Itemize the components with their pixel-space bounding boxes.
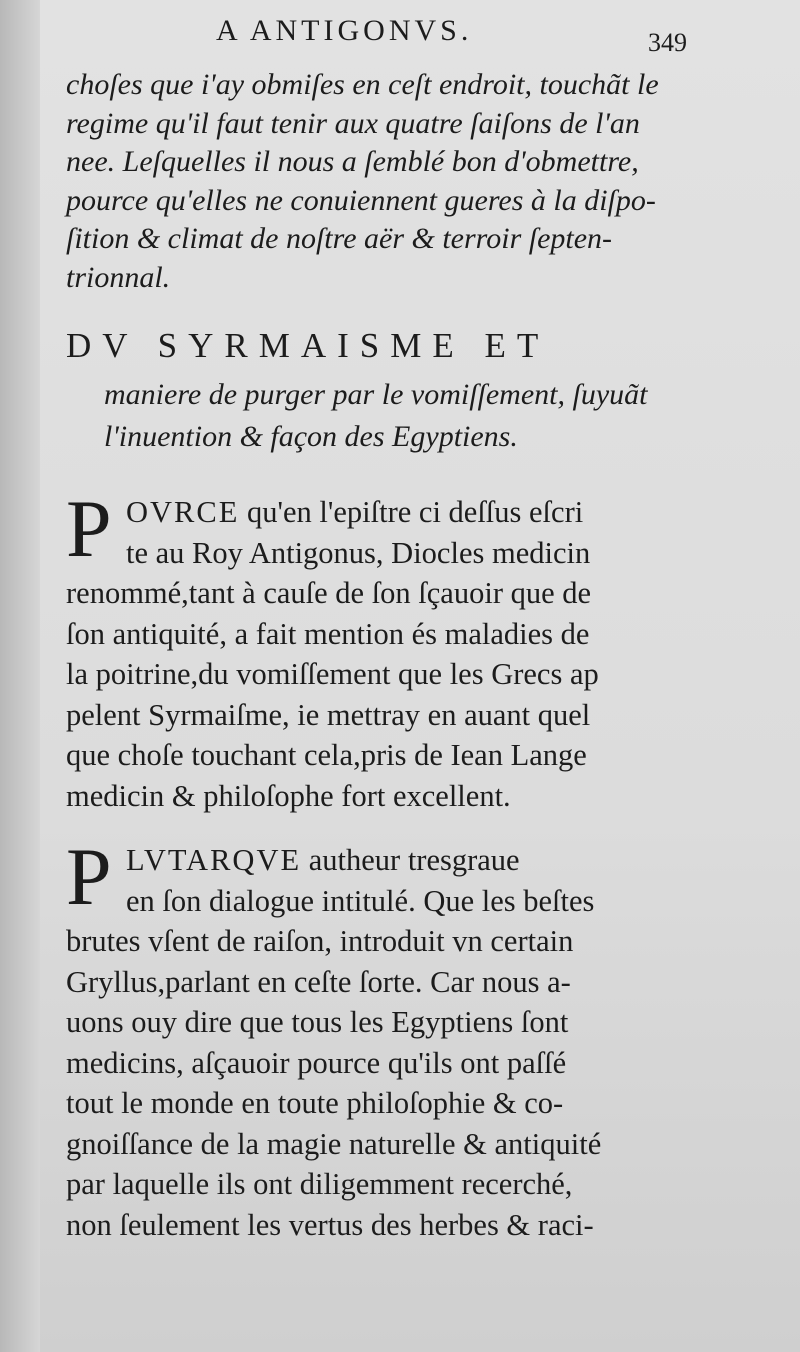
text-line [66, 840, 706, 881]
page-number: 349 [648, 28, 687, 57]
text-line: que choſe touchant cela,pris de Iean Lange [66, 738, 587, 772]
text-line: brutes vſent de raiſon, introduit vn certain [66, 924, 574, 958]
text-line: pource qu'elles ne conuiennent gueres à la diſpo- [66, 183, 656, 217]
text-line: l'inuention & façon des Egyptiens. [104, 420, 518, 453]
line-rest: qu'en l'epiſtre ci deſſus eſcri [239, 495, 584, 529]
text-line: ſon antiquité, a fait mention és maladies de [66, 616, 590, 651]
text-line: pelent Syrmaiſme, ie mettray en auant quel [66, 697, 591, 732]
text-line: la poitrine,du vomiſſement que les Grecs ap [66, 657, 599, 691]
text-line: nee. Leſquelles il nous a ſemblé bon d'obmettre, [66, 145, 639, 178]
text-line: gnoiſſance de la magie naturelle & antiquité [66, 1126, 602, 1161]
text-line: par laquelle ils ont diligemment recerché, [66, 1167, 573, 1201]
section-subtitle [104, 374, 704, 458]
text-line: regime qu'il faut tenir aux quatre ſaiſons de l'an [66, 106, 640, 140]
text-line: non ſeulement les vertus des herbes & raci- [66, 1207, 594, 1242]
first-word: OVRCE [126, 495, 240, 529]
paragraph-pource [66, 483, 706, 816]
text-line: ſition & climat de noſtre aër & terroir ſepten- [66, 222, 613, 255]
first-word: LVTARQVE [126, 843, 302, 877]
text-line: tout le monde en toute philoſophie & co- [66, 1086, 564, 1120]
text-line: te au Roy Antigonus, Diocles medicin [126, 535, 591, 570]
drop-cap: P [66, 483, 112, 574]
page-gutter-shadow [0, 0, 40, 1352]
text-line [66, 492, 706, 533]
text-line: uons ouy dire que tous les Egyptiens ſont [66, 1005, 569, 1039]
intro-paragraph [66, 66, 706, 297]
paragraph-plutarque [66, 831, 706, 1245]
running-head: A ANTIGONVS. [216, 14, 473, 47]
text-line: en ſon dialogue intitulé. Que les beſtes [126, 883, 595, 918]
text-line: trionnal. [66, 260, 171, 294]
text-line: renommé,tant à cauſe de ſon ſçauoir que de [66, 576, 592, 610]
drop-cap: P [66, 831, 112, 922]
text-line: medicins, aſçauoir pource qu'ils ont paſſé [66, 1045, 567, 1080]
section-heading: DV SYRMAISME ET [66, 326, 550, 365]
text-line: medicin & philoſophe fort excellent. [66, 778, 511, 813]
line-rest: autheur tresgraue [301, 843, 520, 877]
text-line: choſes que i'ay obmiſes en ceſt endroit, touchãt le [66, 68, 659, 101]
text-line: Gryllus,parlant en ceſte ſorte. Car nous a- [66, 964, 571, 999]
text-line: maniere de purger par le vomiſſement, ſuyuãt [104, 378, 648, 411]
